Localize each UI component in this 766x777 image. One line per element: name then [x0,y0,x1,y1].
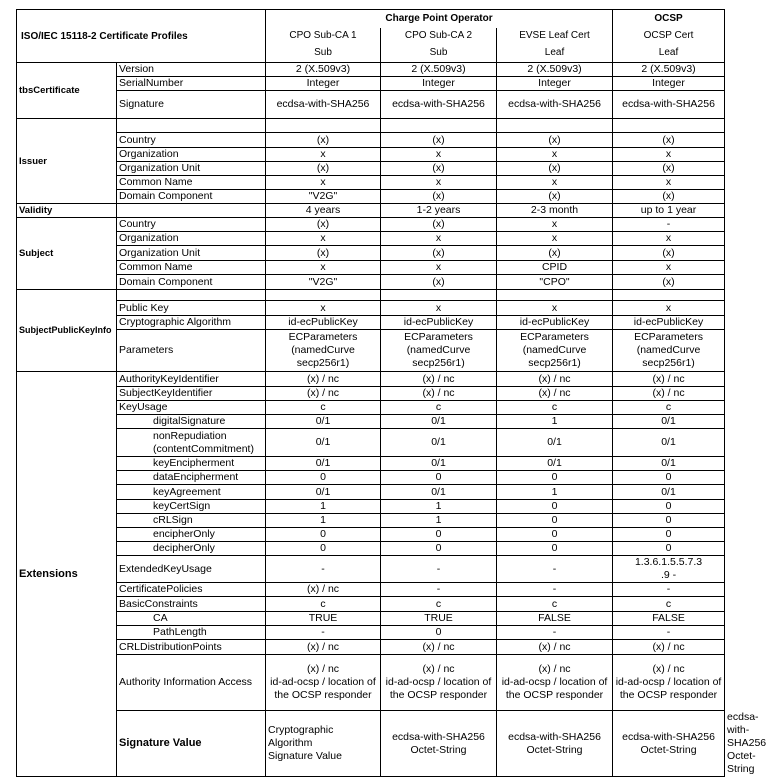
cell: id-ecPublicKey [381,316,497,330]
cell: c [381,401,497,415]
cell-line: the OCSP responder [619,689,718,701]
field-label: Version [117,63,266,77]
group-label: Signature Value [117,711,266,777]
cell: 1 [381,500,497,514]
cell [613,711,725,777]
table-row [17,457,725,471]
table-row [17,626,725,640]
cell: c [613,597,725,612]
cell: 0 [381,542,497,556]
cell [381,655,497,711]
field-label: encipherOnly [117,528,266,542]
group-label: Extensions [17,372,117,777]
field-label: ExtendedKeyUsage [117,556,266,583]
cell: x [497,148,613,162]
field-label: Cryptographic Algorithm [117,316,266,330]
cell-line: id-ad-ocsp / location of [501,676,608,688]
cell: 0/1 [381,429,497,457]
field-label: cRLSign [117,514,266,528]
cell: (x) [266,162,381,176]
cell-line: secp256r1) [528,357,581,369]
cell: 0 [613,528,725,542]
field-label: Domain Component [117,190,266,204]
cell [497,655,613,711]
cell: 0/1 [613,429,725,457]
table-row [17,500,725,514]
cell: id-ecPublicKey [266,316,381,330]
field-label: Authority Information Access [117,655,266,711]
cell: x [613,301,725,316]
column-type: Leaf [544,47,565,59]
field-label: Country [117,133,266,148]
cell: (x) [613,162,725,176]
field-label: AuthorityKeyIdentifier [117,372,266,387]
group-label: Validity [17,204,117,218]
cell: x [613,148,725,162]
cell: x [497,232,613,246]
cell: (x) / nc [266,387,381,401]
table-row [17,316,725,330]
cell: - [381,583,497,597]
cell-line: (namedCurve [406,344,471,356]
cell: - [266,556,381,583]
cell: x [266,176,381,190]
cell: x [381,232,497,246]
org-ocsp-header: OCSP [613,10,725,28]
field-line: Cryptographic Algorithm [268,724,334,749]
cell: Integer [266,77,381,91]
cell: 0/1 [497,457,613,471]
cell [613,655,725,711]
cell: 0/1 [266,429,381,457]
cell: - [497,556,613,583]
cell: - [497,626,613,640]
cell: x [497,301,613,316]
table-row [17,275,725,290]
cell-line: id-ad-ocsp / location of [270,676,376,688]
cell: 0 [381,471,497,485]
table-row [17,77,725,91]
table-row [17,246,725,261]
cell: FALSE [613,612,725,626]
field-label: Signature [117,91,266,119]
cell-line: secp256r1) [642,357,695,369]
cell-line: secp256r1) [296,357,350,369]
group-label: tbsCertificate [17,63,117,119]
cell: c [266,401,381,415]
field-label: BasicConstraints [117,597,266,612]
cell: c [613,401,725,415]
cell: 2 (X.509v3) [266,63,381,77]
cell: (x) [497,246,613,261]
cell: (x) / nc [613,372,725,387]
cell-line: (x) / nc [538,663,571,675]
cell: - [613,218,725,232]
field-label: Public Key [117,301,266,316]
cell: 0/1 [266,485,381,500]
cell: c [381,597,497,612]
table-row [17,330,725,372]
table-row [17,401,725,415]
cell-line: (x) / nc [652,663,685,675]
cell: ecdsa-with-SHA256 [613,91,725,119]
cell: x [266,261,381,275]
cell: 0/1 [381,415,497,429]
cell-line: ECParameters [520,331,589,343]
cell-line: ECParameters [634,331,703,343]
field-label: Organization [117,232,266,246]
cell: 0 [381,626,497,640]
group-label: SubjectPublicKeyInfo [17,290,117,372]
table-row [17,612,725,626]
cell: - [613,626,725,640]
cell: 0 [613,500,725,514]
cell: 0/1 [613,457,725,471]
field-label: Domain Component [117,275,266,290]
table-row [17,133,725,148]
cell: (x) / nc [497,372,613,387]
cell-line: ecdsa-with-SHA256 [622,730,715,743]
column-type: Leaf [613,44,725,63]
cell: x [381,148,497,162]
cell: 0/1 [381,457,497,471]
field-label: SubjectKeyIdentifier [117,387,266,401]
cell-line: the OCSP responder [505,689,604,701]
field-label: keyAgreement [117,485,266,500]
cell-line: (x) / nc [306,663,340,675]
field-line: Signature Value [268,750,342,762]
table-row [17,290,725,301]
cell: "V2G" [266,190,381,204]
org-cpo-header: Charge Point Operator [266,10,613,28]
field-label: CertificatePolicies [117,583,266,597]
cell: c [266,597,381,612]
cell: 0/1 [613,415,725,429]
cell: (x) / nc [497,640,613,655]
cell: (x) [497,162,613,176]
cell: - [266,626,381,640]
cell: x [613,232,725,246]
cell: 1 [497,415,613,429]
column-type: Sub [266,44,381,63]
table-row [17,655,725,711]
cell: x [497,176,613,190]
field-label: keyEncipherment [117,457,266,471]
table-row [17,218,725,232]
cell: 1-2 years [381,204,497,218]
cell: 0/1 [266,457,381,471]
field-label: Parameters [117,330,266,372]
field-label: PathLength [117,626,266,640]
cell: 1 [266,500,381,514]
cell-line: the OCSP responder [389,689,488,701]
field-label: dataEncipherment [117,471,266,485]
table-row [17,387,725,401]
cell: (x) [497,133,613,148]
table-row [17,176,725,190]
cell-line: (namedCurve [522,344,587,356]
group-label: Issuer [17,119,117,204]
cell: (x) / nc [266,640,381,655]
cell: 0 [266,542,381,556]
table-row [17,63,725,77]
table-row [17,528,725,542]
table-row [17,415,725,429]
cell: Integer [497,77,613,91]
cell: (x) [381,275,497,290]
column-header: CPO Sub-CA 1 [266,28,381,44]
cell: 1 [266,514,381,528]
cell-line: ecdsa-with-SHA256 [508,730,601,743]
field-label: keyCertSign [117,500,266,514]
column-header: CPO Sub-CA 2 [381,28,497,44]
cell: 0 [613,542,725,556]
cell: FALSE [497,612,613,626]
cell: (x) [613,133,725,148]
table-row [17,542,725,556]
cell: x [381,261,497,275]
field-label: Country [117,218,266,232]
cell: (x) [266,133,381,148]
cell: x [613,176,725,190]
cell: TRUE [381,612,497,626]
cell-line: the OCSP responder [274,689,372,701]
cell [266,655,381,711]
field-label: KeyUsage [117,401,266,415]
cell: (x) [613,190,725,204]
cell: (x) / nc [381,387,497,401]
cell [381,330,497,372]
field-line: nonRepudiation [153,429,227,442]
cell-line: Octet-String [526,743,583,756]
cell: CPID [497,261,613,275]
cell: 0/1 [497,429,613,457]
cell: (x) / nc [381,640,497,655]
cell: 0 [497,528,613,542]
column-type: Sub [381,44,497,63]
cell: 0 [497,514,613,528]
field-label: Organization Unit [117,246,266,261]
certificate-profiles-table [16,9,766,777]
table-row [17,372,725,387]
cell: - [381,556,497,583]
cell: 1 [381,514,497,528]
cell: TRUE [266,612,381,626]
cell: x [381,176,497,190]
cell: c [497,401,613,415]
field-label: CRLDistributionPoints [117,640,266,655]
cell: (x) [266,246,381,261]
cell: ecdsa-with-SHA256 [497,91,613,119]
cell: 0 [266,471,381,485]
field-label: Common Name [117,176,266,190]
field-label [266,711,381,777]
cell-line: (x) / nc [422,663,455,675]
cell: x [381,301,497,316]
cell: Integer [613,77,725,91]
cell: "CPO" [497,275,613,290]
cell-line: Octet-String [410,743,467,756]
cell: Integer [381,77,497,91]
field-label: Organization Unit [117,162,266,176]
field-line: (contentCommitment) [153,442,254,455]
cell: (x) [497,190,613,204]
cell-line: id-ad-ocsp / location of [615,676,722,688]
cell: x [613,261,725,275]
table-row [17,119,725,133]
cell: 0 [613,514,725,528]
group-label: Subject [17,218,117,290]
cell: up to 1 year [613,204,725,218]
cell: 0/1 [381,485,497,500]
cell: (x) / nc [613,387,725,401]
cell: c [497,597,613,612]
cell: "V2G" [266,275,381,290]
cell-line: (namedCurve [291,344,355,356]
cell: (x) [613,246,725,261]
table-row [17,597,725,612]
cell: x [266,148,381,162]
cell [613,330,725,372]
field-label: SerialNumber [117,77,266,91]
table-row [17,301,725,316]
cell: 0 [266,528,381,542]
field-label: digitalSignature [117,415,266,429]
cell: x [266,232,381,246]
field-label: Organization [117,148,266,162]
cell: (x) [381,162,497,176]
cell: 0/1 [266,415,381,429]
table-title: ISO/IEC 15118-2 Certificate Profiles [17,10,266,63]
cell: (x) [381,246,497,261]
cell: 0 [381,528,497,542]
cell: ecdsa-with-SHA256 [381,91,497,119]
cell: (x) [266,218,381,232]
table-row [17,514,725,528]
field-label: decipherOnly [117,542,266,556]
table-row [17,261,725,275]
cell-line: Octet-String [640,743,697,756]
table-row [17,485,725,500]
cell: (x) / nc [266,583,381,597]
cell: 2 (X.509v3) [381,63,497,77]
cell: (x) / nc [266,372,381,387]
cell-line: .9 - [660,569,677,581]
cell-line: ecdsa-with-SHA256 [392,730,485,743]
cell: (x) [381,218,497,232]
cell [381,711,497,777]
table-row [17,429,725,457]
cell: (x) [381,190,497,204]
table-row [17,148,725,162]
cell: 0 [613,471,725,485]
cell: (x) [381,133,497,148]
cell: x [497,218,613,232]
cell [497,711,613,777]
cell: ecdsa-with-SHA256 [266,91,381,119]
cell [613,556,725,583]
cell: 1 [497,485,613,500]
table-row: Signature Value Cryptographic Algorithm Signature Value ecdsa-with-SHA256 Octet-String ecdsa-with-SHA256 Octet-String ecdsa-with-SHA256 Octet-String ecdsa-with-SHA256 Octet-String [17,711,725,777]
column-header: EVSE Leaf Cert [519,30,590,41]
table-row [17,583,725,597]
table-row [17,232,725,246]
cell-line: 1.3.6.1.5.5.7.3 [634,556,703,568]
cell: id-ecPublicKey [497,316,613,330]
cell: (x) / nc [613,640,725,655]
cell: 2 (X.509v3) [497,63,613,77]
table-row [17,162,725,176]
cell-line: ECParameters [288,331,358,343]
cell-line: ECParameters [404,331,473,343]
column-header: OCSP Cert [613,28,725,44]
cell: x [266,301,381,316]
table-row [17,204,725,218]
cell [266,330,381,372]
cell: (x) / nc [497,387,613,401]
field-label: CA [117,612,266,626]
cell: 0 [497,542,613,556]
cell-line: id-ad-ocsp / location of [385,676,492,688]
cell: (x) / nc [381,372,497,387]
cell: 2-3 month [497,204,613,218]
field-label: Common Name [117,261,266,275]
table-row [17,471,725,485]
table-row [17,640,725,655]
cell: 0/1 [613,485,725,500]
cell: 0 [497,471,613,485]
cell: 2 (X.509v3) [613,63,725,77]
field-label [117,429,266,457]
cell: - [497,583,613,597]
cell-line: (namedCurve [636,344,701,356]
cell: - [613,583,725,597]
table-row [17,556,725,583]
cell: 0 [497,500,613,514]
cell: (x) [613,275,725,290]
cell: id-ecPublicKey [613,316,725,330]
cell: 4 years [266,204,381,218]
table-row [17,91,725,119]
cell [497,330,613,372]
table-row [17,190,725,204]
cell-line: secp256r1) [412,357,465,369]
